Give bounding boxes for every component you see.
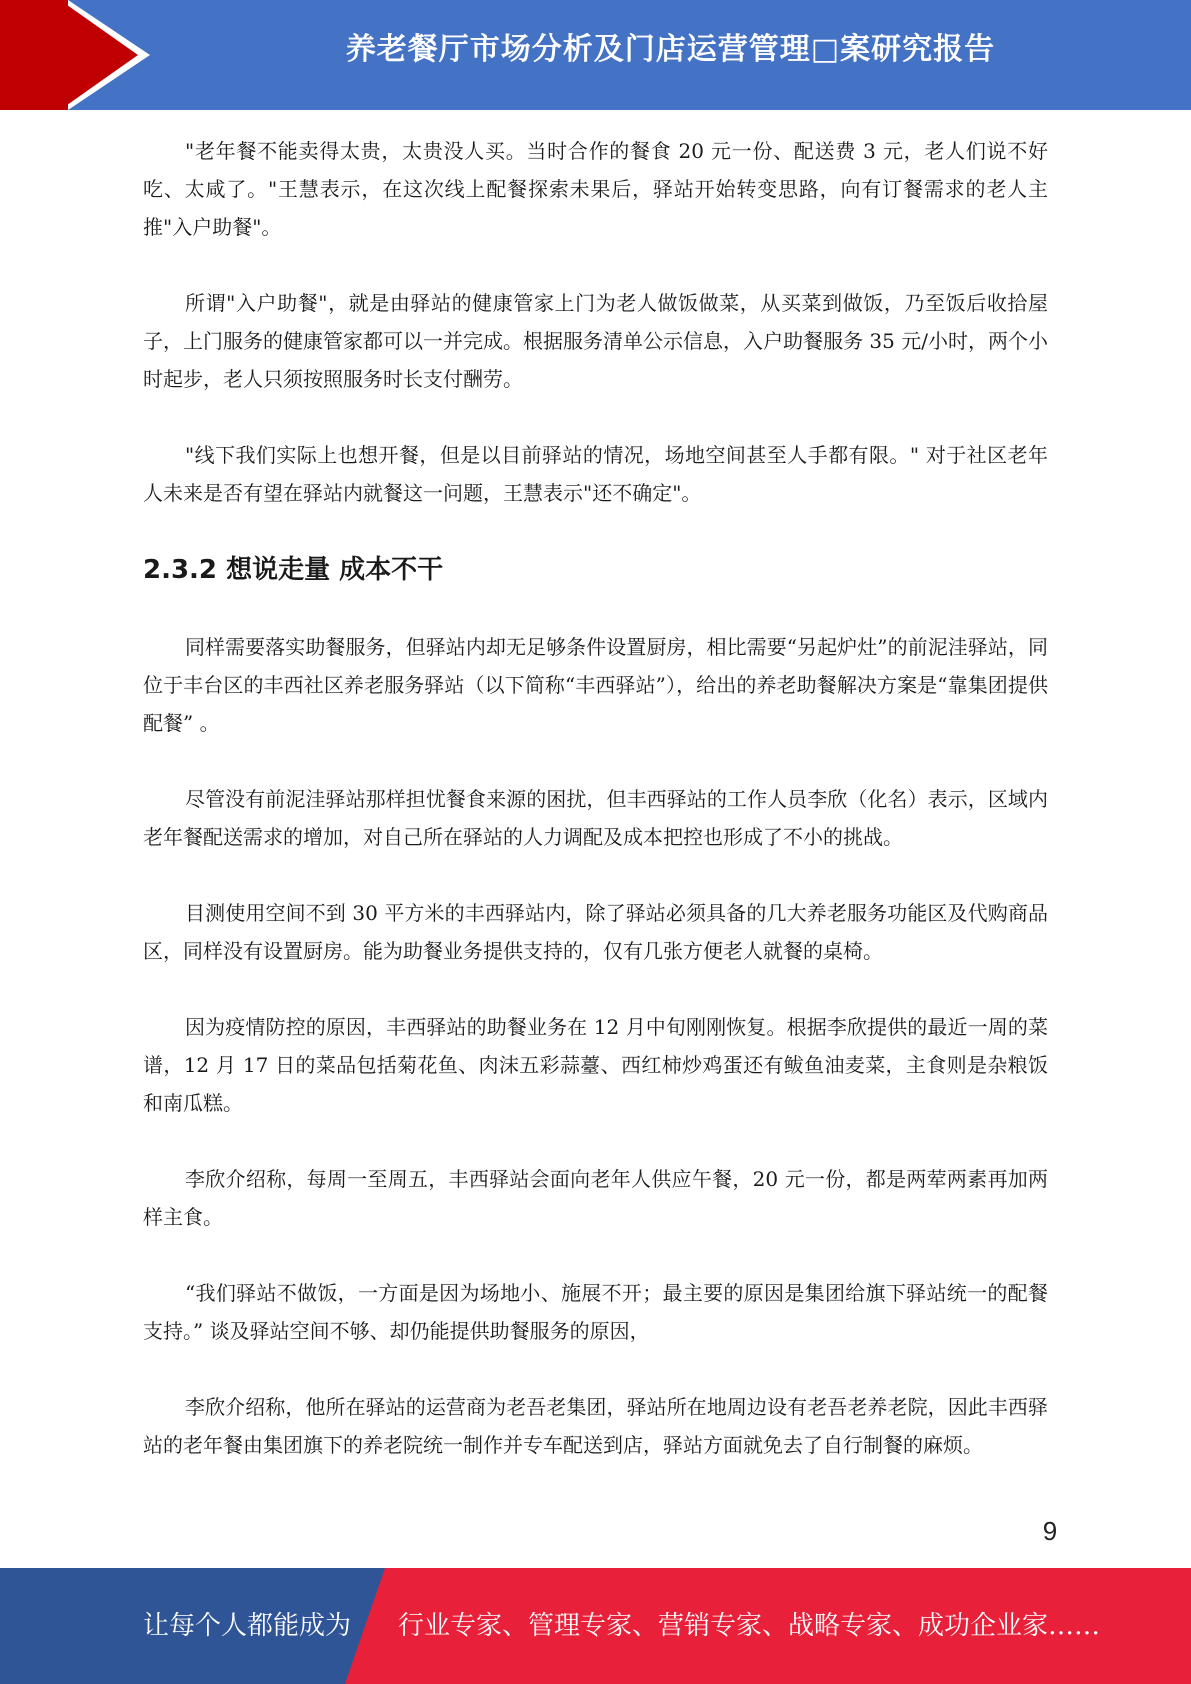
report-title: 养老餐厅市场分析及门店运营管理□案研究报告	[345, 32, 996, 67]
footer-slogan-right: 行业专家、管理专家、营销专家、战略专家、成功企业家……	[398, 1611, 1101, 1641]
header-red-block	[0, 0, 68, 110]
main-content	[143, 132, 1048, 1502]
page-header	[0, 0, 1191, 110]
paragraph: 李欣介绍称，每周一至周五，丰西驿站会面向老年人供应午餐，20 元一份，都是两荤两素再加两样主食。	[143, 1167, 1048, 1229]
footer-slogan-left: 让每个人都能成为	[143, 1611, 352, 1641]
paragraph: 因为疫情防控的原因，丰西驿站的助餐业务在 12 月中旬刚刚恢复。根据李欣提供的最近一周的菜谱，12 月 17 日的菜品包括菊花鱼、肉沫五彩蒜薹、西红柿炒鸡蛋还有鲅鱼油麦菜，主食则是杂粮饭和南瓜糕。	[143, 1015, 1048, 1115]
paragraph: 同样需要落实助餐服务，但驿站内却无足够条件设置厨房，相比需要“另起炉灶”的前泥洼驿站，同位于丰台区的丰西社区养老服务驿站（以下简称“丰西驿站”），给出的养老助餐解决方案是“靠集团提供配餐” 。	[143, 635, 1048, 735]
paragraph: 所谓"入户助餐"，就是由驿站的健康管家上门为老人做饭做菜，从买菜到做饭，乃至饭后收拾屋子，上门服务的健康管家都可以一并完成。根据服务清单公示信息，入户助餐服务 35 元/小时，两个小时起步，老人只须按照服务时长支付酬劳。	[143, 291, 1048, 391]
paragraph: 目测使用空间不到 30 平方米的丰西驿站内，除了驿站必须具备的几大养老服务功能区及代购商品区，同样没有设置厨房。能为助餐业务提供支持的，仅有几张方便老人就餐的桌椅。	[143, 901, 1048, 963]
paragraph: “我们驿站不做饭，一方面是因为场地小、施展不开；最主要的原因是集团给旗下驿站统一的配餐支持。” 谈及驿站空间不够、却仍能提供助餐服务的原因，	[143, 1281, 1048, 1343]
paragraph: "老年餐不能卖得太贵，太贵没人买。当时合作的餐食 20 元一份、配送费 3 元，老人们说不好吃、太咸了。"王慧表示，在这次线上配餐探索未果后，驿站开始转变思路，向有订餐需求的老人主推"入户助餐"。	[143, 139, 1048, 239]
page-footer	[0, 1568, 1191, 1684]
paragraph: "线下我们实际上也想开餐，但是以目前驿站的情况，场地空间甚至人手都有限。" 对于社区老年人未来是否有望在驿站内就餐这一问题，王慧表示"还不确定"。	[143, 443, 1048, 505]
section-heading: 2.3.2 想说走量 成本不干	[143, 555, 444, 585]
header-arrow-icon	[60, 0, 138, 110]
paragraph: 李欣介绍称，他所在驿站的运营商为老吾老集团，驿站所在地周边设有老吾老养老院，因此丰西驿站的老年餐由集团旗下的养老院统一制作并专车配送到店，驿站方面就免去了自行制餐的麻烦。	[143, 1395, 1048, 1457]
page-number: 9	[1042, 1516, 1058, 1546]
paragraph: 尽管没有前泥洼驿站那样担忧餐食来源的困扰，但丰西驿站的工作人员李欣（化名）表示，区域内老年餐配送需求的增加，对自己所在驿站的人力调配及成本把控也形成了不小的挑战。	[143, 787, 1048, 849]
